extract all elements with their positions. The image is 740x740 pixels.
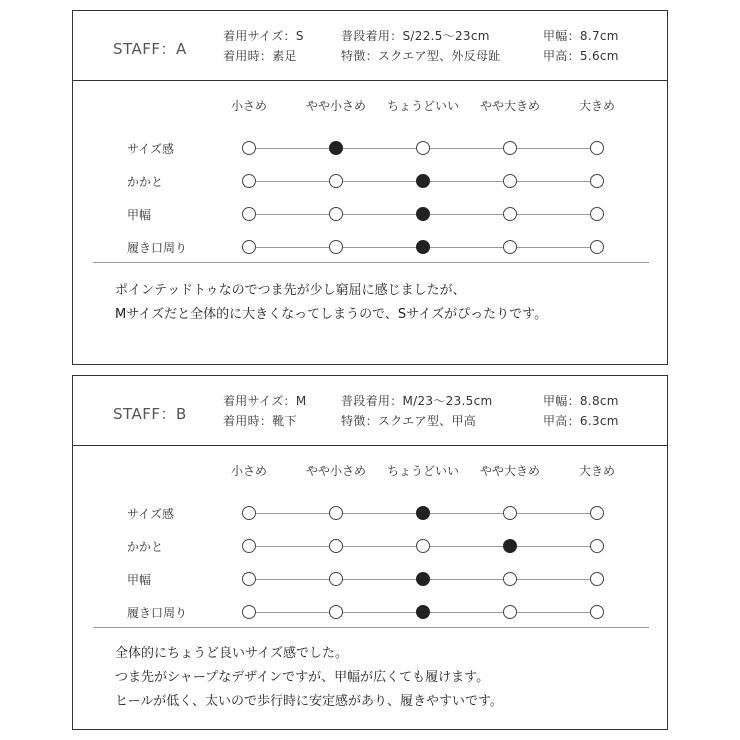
rating-dot: [329, 605, 343, 619]
scale-header-label: ちょうどいい: [386, 464, 460, 478]
staff-info-header: [73, 11, 667, 81]
rating-dot: [242, 240, 256, 254]
rating-row-label: サイズ感: [127, 142, 175, 156]
worn-with: 着用時：靴下: [223, 414, 297, 428]
scale-header-label: やや大きめ: [479, 464, 541, 478]
comment-line: Mサイズだと全体的に大きくなってしまうので、Sサイズがぴったりです。: [115, 307, 548, 322]
staff-review-card-a: [72, 10, 668, 365]
rating-dot: [329, 539, 343, 553]
rating-dot-selected: [416, 572, 430, 586]
rating-dot: [242, 207, 256, 221]
comment-line: 全体的にちょうど良いサイズ感でした。: [115, 646, 348, 661]
instep-height: 甲高：5.6cm: [543, 49, 619, 63]
usual-size: 普段着用：M/23～23.5cm: [341, 394, 493, 408]
scale-header-label: やや大きめ: [479, 99, 541, 113]
fit-rating-scale: [73, 97, 667, 257]
scale-header-label: やや小さめ: [305, 464, 367, 478]
rating-dot: [590, 174, 604, 188]
rating-row-label: 履き口周り: [127, 241, 188, 255]
rating-dot: [242, 174, 256, 188]
wear-size: 着用サイズ：M: [223, 394, 307, 408]
usual-size: 普段着用：S/22.5～23cm: [341, 29, 490, 43]
rating-dot: [503, 141, 517, 155]
review-comment: [115, 642, 503, 714]
rating-dot: [503, 240, 517, 254]
worn-with: 着用時：素足: [223, 49, 297, 63]
rating-dot: [416, 539, 430, 553]
staff-info-header: [73, 376, 667, 446]
rating-row-label: 履き口周り: [127, 606, 188, 620]
staff-review-card-b: [72, 375, 668, 730]
rating-dot: [503, 174, 517, 188]
rating-dot-selected: [416, 207, 430, 221]
rating-dot: [416, 141, 430, 155]
rating-dot: [242, 605, 256, 619]
rating-row-label: かかと: [127, 175, 164, 189]
rating-dot: [329, 240, 343, 254]
staff-name: STAFF：B: [113, 405, 187, 423]
rating-dot: [590, 572, 604, 586]
scale-header-label: 大きめ: [578, 464, 616, 478]
staff-name: STAFF：A: [113, 40, 187, 58]
rating-dot-selected: [416, 174, 430, 188]
divider: [93, 627, 649, 628]
scale-header-label: やや小さめ: [305, 99, 367, 113]
rating-dot-selected: [416, 240, 430, 254]
comment-line: ポインテッドトゥなのでつま先が少し窮屈に感じましたが、: [115, 283, 466, 298]
rating-dot: [590, 141, 604, 155]
foot-width: 甲幅：8.7cm: [543, 29, 619, 43]
review-comment: [115, 279, 547, 327]
rating-row-label: 甲幅: [127, 208, 152, 222]
rating-dot: [242, 572, 256, 586]
rating-dot: [503, 605, 517, 619]
rating-dot: [590, 605, 604, 619]
rating-dot-selected: [503, 539, 517, 553]
rating-dot-selected: [329, 141, 343, 155]
rating-dot: [329, 174, 343, 188]
rating-dot: [590, 539, 604, 553]
rating-row-label: かかと: [127, 540, 164, 554]
rating-dot: [329, 207, 343, 221]
rating-dot: [590, 506, 604, 520]
rating-dot: [503, 506, 517, 520]
scale-header-label: 大きめ: [578, 99, 616, 113]
rating-row-label: 甲幅: [127, 573, 152, 587]
scale-header-label: 小さめ: [230, 464, 268, 478]
rating-dot: [329, 506, 343, 520]
divider: [93, 262, 649, 263]
instep-height: 甲高：6.3cm: [543, 414, 619, 428]
foot-width: 甲幅：8.8cm: [543, 394, 619, 408]
scale-header-label: 小さめ: [230, 99, 268, 113]
foot-features: 特徴：スクエア型、外反母趾: [341, 49, 501, 63]
rating-dot: [329, 572, 343, 586]
foot-features: 特徴：スクエア型、甲高: [341, 414, 477, 428]
rating-row-label: サイズ感: [127, 507, 175, 521]
comment-line: ヒールが低く、太いので歩行時に安定感があり、履きやすいです。: [115, 694, 503, 709]
rating-dot: [242, 506, 256, 520]
wear-size: 着用サイズ：S: [223, 29, 304, 43]
rating-dot: [242, 539, 256, 553]
comment-line: つま先がシャープなデザインですが、甲幅が広くても履けます。: [115, 670, 490, 685]
rating-dot: [590, 240, 604, 254]
fit-rating-scale: [73, 462, 667, 622]
rating-dot: [590, 207, 604, 221]
rating-dot: [242, 141, 256, 155]
scale-header-label: ちょうどいい: [386, 99, 460, 113]
rating-dot-selected: [416, 506, 430, 520]
rating-dot: [503, 207, 517, 221]
rating-dot-selected: [416, 605, 430, 619]
rating-dot: [503, 572, 517, 586]
